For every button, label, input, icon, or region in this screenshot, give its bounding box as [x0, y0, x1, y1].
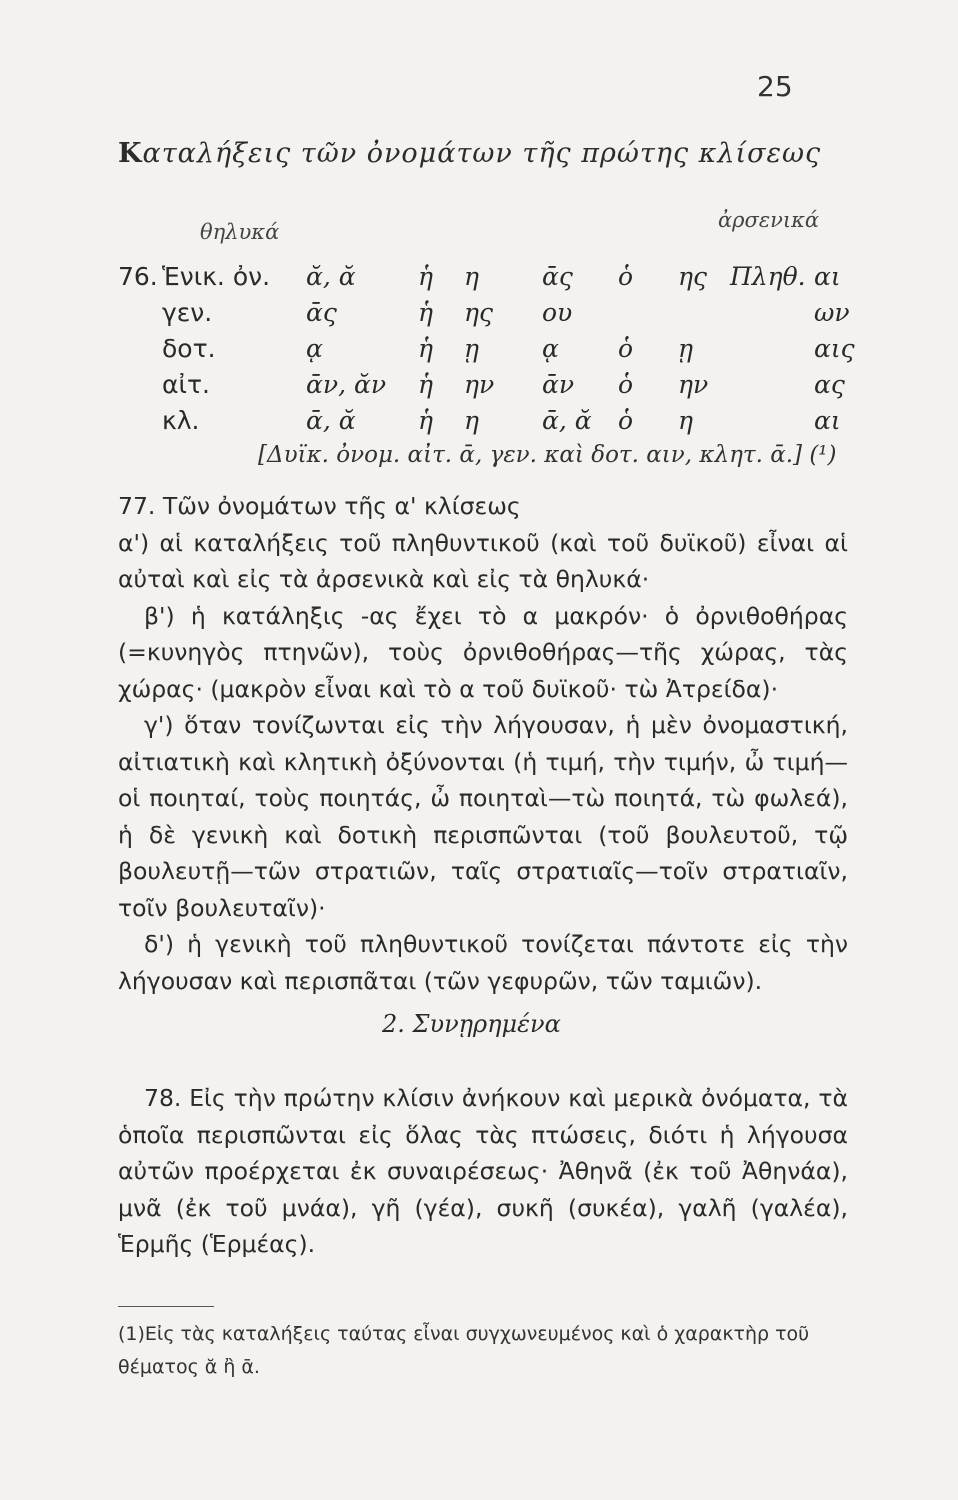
heading-text: αταλήξεις τῶν ὀνομάτων τῆς πρώτης κλίσεως [142, 138, 822, 169]
declension-cell-case: Ἑνικ. ὀν. [162, 262, 271, 291]
section-77-intro: 77. Τῶν ὀνομάτων τῆς α' κλίσεως [118, 492, 521, 520]
declension-cell-art2: ὁ [618, 262, 634, 291]
declension-cell-e3: ᾱ, ᾰ [542, 406, 592, 435]
declension-cell-art2: ὁ [618, 370, 634, 399]
footnote: (1)Εἰς τὰς καταλήξεις ταύτας εἶναι συγχωνευμένος καὶ ὁ χαρακτὴρ τοῦ θέματος ᾰ ἢ ᾱ. [118, 1323, 810, 1378]
column-label-masculine: ἀρσενικά [718, 208, 820, 232]
footnote-divider [118, 1306, 214, 1307]
declension-cell-e2: ην [464, 370, 495, 399]
declension-cell-pe: αι [814, 262, 841, 291]
declension-row [118, 334, 858, 370]
declension-cell-art1: ἡ [418, 298, 433, 327]
section-heading [118, 138, 838, 169]
declension-cell-art2: ὁ [618, 334, 634, 363]
declension-cell-pe: αι [814, 406, 841, 435]
declension-cell-pl: Πληθ. [730, 262, 806, 291]
declension-cell-case: κλ. [162, 406, 200, 435]
declension-cell-e1: ᾰ, ᾰ [306, 262, 356, 291]
declension-row [118, 298, 858, 334]
declension-cell-case: δοτ. [162, 334, 216, 363]
declension-cell-art1: ἡ [418, 262, 433, 291]
declension-table [118, 262, 858, 442]
declension-cell-e2: η [464, 406, 479, 435]
declension-cell-e2: ῃ [464, 334, 479, 363]
section-78 [118, 1080, 848, 1263]
declension-cell-case: αἰτ. [162, 370, 210, 399]
declension-cell-e1: ᾱς [306, 298, 337, 327]
section-77-b: β') ἡ κατάληξις -ας ἔχει τὸ α μακρόν· ὁ ὀρνιθοθήρας (=κυνηγὸς πτηνῶν), τοὺς ὀρνιθοθήρας—τῆς χώρας, τὰς χώρας· (μακρὸν εἶναι καὶ τὸ α τοῦ δυϊκοῦ· τὼ Ἀτρείδα)· [118, 601, 848, 703]
declension-cell-e4: ης [678, 262, 707, 291]
section-78-text: 78. Εἰς τὴν πρώτην κλίσιν ἀνήκουν καὶ μερικὰ ὀνόματα, τὰ ὁποῖα περισπῶνται εἰς ὅλας τὰς πτώσεις, διότι ἡ λήγουσα αὐτῶν προέρχεται ἐκ συναιρέσεως· Ἀθηνᾶ (ἐκ τοῦ Ἀθηνάα), μνᾶ (ἐκ τοῦ μνάα), γῆ (γέα), συκῆ (συκέα), γαλῆ (γαλέα), Ἑρμῆς (Ἑρμέας). [118, 1084, 848, 1258]
declension-cell-art1: ἡ [418, 370, 433, 399]
declension-cell-e4: ῃ [678, 334, 693, 363]
dual-note: [Δυϊκ. ὀνομ. αἰτ. ᾱ, γεν. καὶ δοτ. αιν, κλητ. ᾱ.] (¹) [258, 442, 837, 468]
section-77-d: δ') ἡ γενικὴ τοῦ πληθυντικοῦ τονίζεται πάντοτε εἰς τὴν λήγουσαν καὶ περισπᾶται (τῶν γεφυρῶν, τῶν ταμιῶν). [118, 930, 848, 995]
section-77 [118, 488, 848, 999]
declension-cell-pe: ας [814, 370, 845, 399]
heading-initial: Κ [118, 138, 143, 169]
declension-row [118, 262, 858, 298]
declension-cell-e2: ης [464, 298, 493, 327]
declension-cell-pe: αις [814, 334, 855, 363]
declension-cell-art1: ἡ [418, 334, 433, 363]
declension-cell-art2: ὁ [618, 406, 634, 435]
declension-cell-case: γεν. [162, 298, 213, 327]
declension-cell-e1: ᾱν, ᾰν [306, 370, 387, 399]
section-77-a: α') αἱ καταλήξεις τοῦ πληθυντικοῦ (καὶ τοῦ δυϊκοῦ) εἶναι αἱ αὐταὶ καὶ εἰς τὰ ἀρσενικὰ καὶ εἰς τὰ θηλυκά· [118, 528, 848, 593]
declension-row [118, 370, 858, 406]
subheading: 2. Συνῃρημένα [382, 1010, 561, 1038]
declension-cell-art1: ἡ [418, 406, 433, 435]
declension-cell-e1: ᾱ, ᾰ [306, 406, 356, 435]
declension-cell-e4: η [678, 406, 693, 435]
declension-cell-e3: ου [542, 298, 573, 327]
column-label-feminine: θηλυκά [200, 220, 280, 244]
declension-cell-e3: ᾱν [542, 370, 575, 399]
declension-cell-e3: ᾱς [542, 262, 573, 291]
declension-row [118, 406, 858, 442]
page-number: 25 [757, 70, 793, 103]
declension-cell-num: 76. [118, 262, 158, 291]
declension-cell-e1: ᾳ [306, 334, 323, 363]
section-77-c: γ') ὅταν τονίζωνται εἰς τὴν λήγουσαν, ἡ μὲν ὀνομαστική, αἰτιατικὴ καὶ κλητικὴ ὀξύνονται (ἡ τιμή, τὴν τιμήν, ὦ τιμή—οἱ ποιηταί, τοὺς ποιητάς, ὦ ποιηταὶ—τὼ ποιητά, τὼ φωλεά), ἡ δὲ γενικὴ καὶ δοτικὴ περισπῶνται (τοῦ βουλευτοῦ, τῷ βουλευτῇ—τῶν στρατιῶν, ταῖς στρατιαῖς—τοῖν στρατιαῖν, τοῖν βουλευταῖν)· [118, 711, 848, 922]
declension-cell-e3: ᾳ [542, 334, 559, 363]
declension-cell-pe: ων [814, 298, 850, 327]
declension-cell-e2: η [464, 262, 479, 291]
declension-cell-e4: ην [678, 370, 709, 399]
